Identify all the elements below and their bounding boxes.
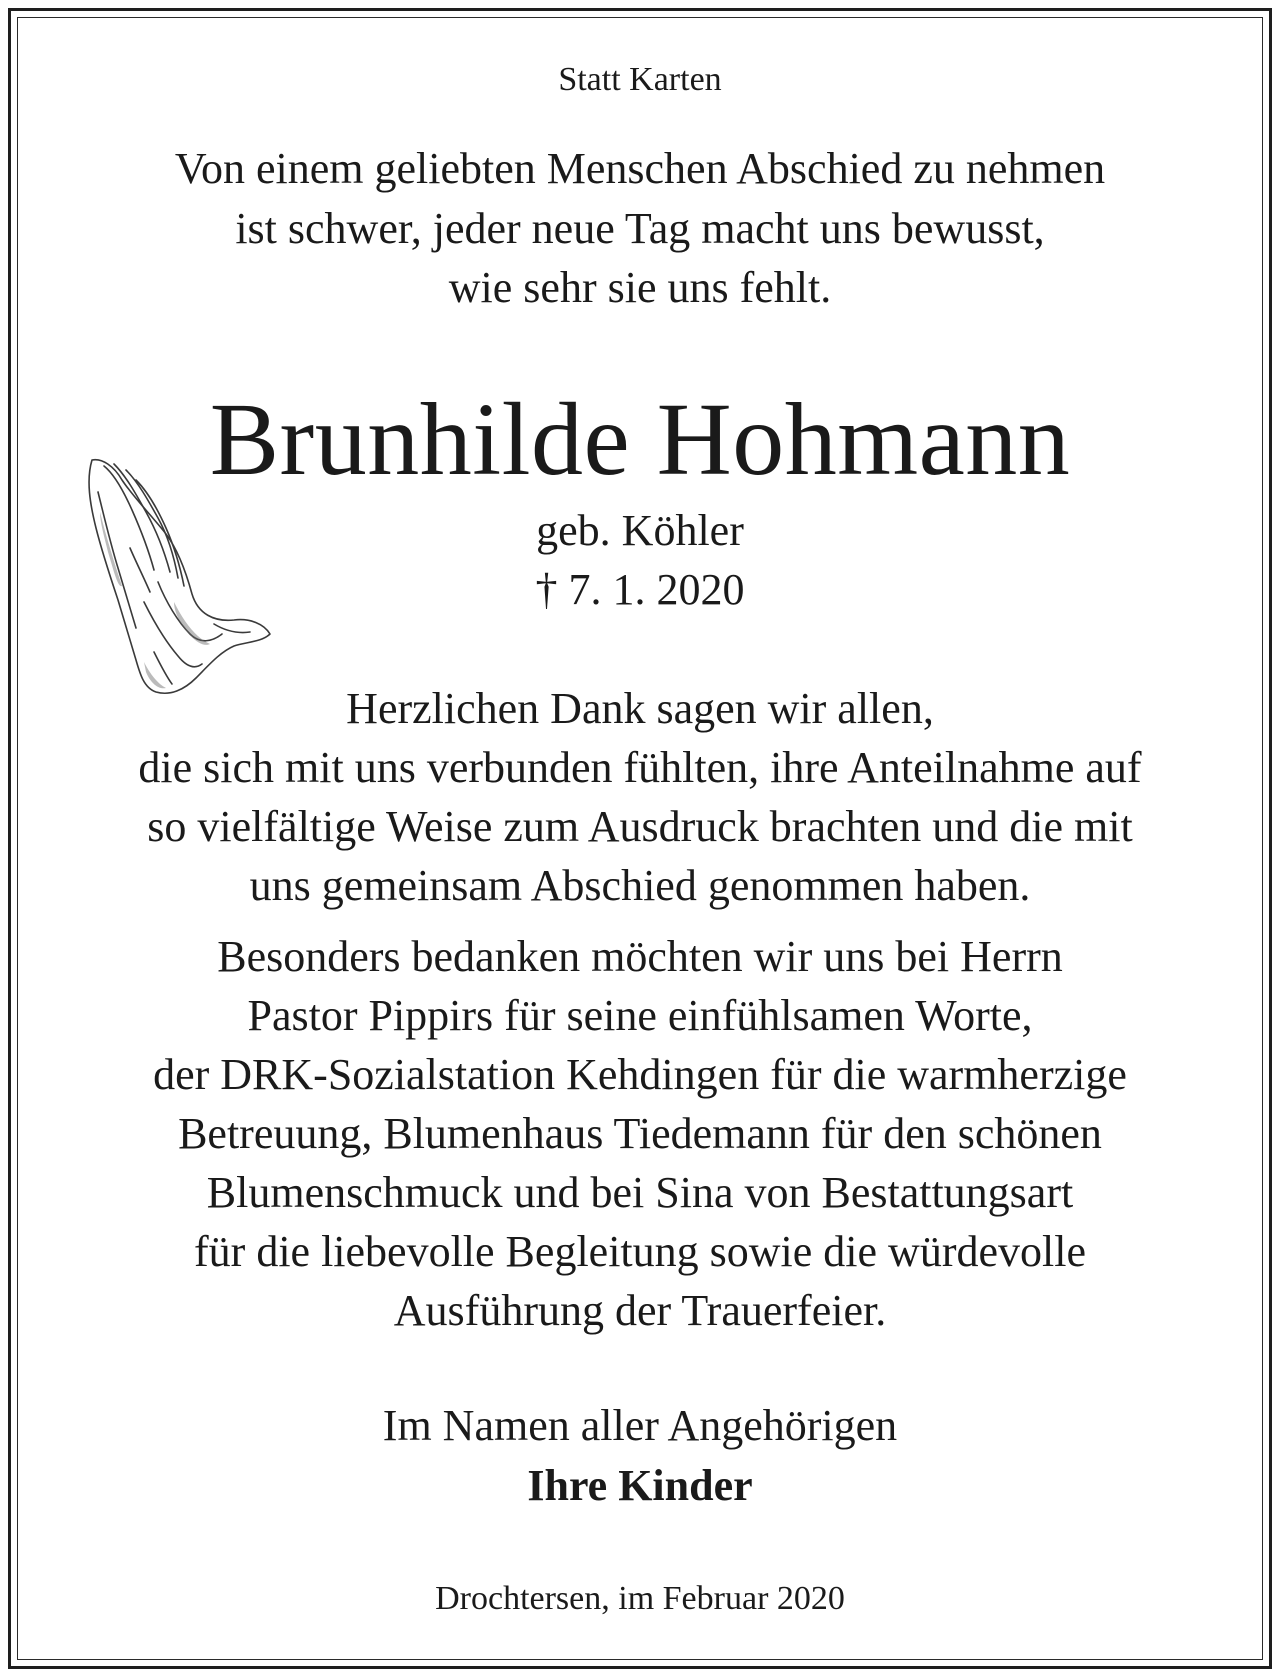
special-thanks-line-5: Blumenschmuck und bei Sina von Bestattungsart (206, 1168, 1074, 1217)
quote-line-1: Von einem geliebten Menschen Abschied zu nehmen (174, 144, 1106, 193)
quote-line-3: wie sehr sie uns fehlt. (448, 263, 832, 312)
birth-name: geb. Köhler (536, 506, 744, 555)
place-date: Drochtersen, im Februar 2020 (435, 1580, 845, 1617)
thanks-line-4: uns gemeinsam Abschied genommen haben. (249, 861, 1031, 910)
special-thanks-line-4: Betreuung, Blumenhaus Tiedemann für den schönen (178, 1109, 1102, 1158)
thanks-line-1: Herzlichen Dank sagen wir allen, (346, 684, 934, 733)
on-behalf: Im Namen aller Angehörigen (382, 1401, 898, 1450)
special-thanks-line-3: der DRK-Sozialstation Kehdingen für die warmherzige (153, 1050, 1127, 1099)
statt-karten: Statt Karten (558, 61, 722, 98)
special-thanks-line-2: Pastor Pippirs für seine einfühlsamen Worte, (247, 991, 1033, 1040)
signed-by: Ihre Kinder (527, 1461, 753, 1510)
thanks-line-2: die sich mit uns verbunden fühlten, ihre Anteilnahme auf (138, 743, 1142, 792)
death-date: † 7. 1. 2020 (535, 565, 745, 614)
thanks-line-3: so vielfältige Weise zum Ausdruck brachten und die mit (147, 802, 1133, 851)
special-thanks-line-1: Besonders bedanken möchten wir uns bei Herrn (217, 932, 1063, 981)
quote-line-2: ist schwer, jeder neue Tag macht uns bewusst, (235, 204, 1045, 253)
deceased-name: Brunhilde Hohmann (209, 382, 1071, 497)
special-thanks-line-7: Ausführung der Trauerfeier. (393, 1286, 887, 1335)
special-thanks-line-6: für die liebevolle Begleitung sowie die würdevolle (194, 1227, 1086, 1276)
